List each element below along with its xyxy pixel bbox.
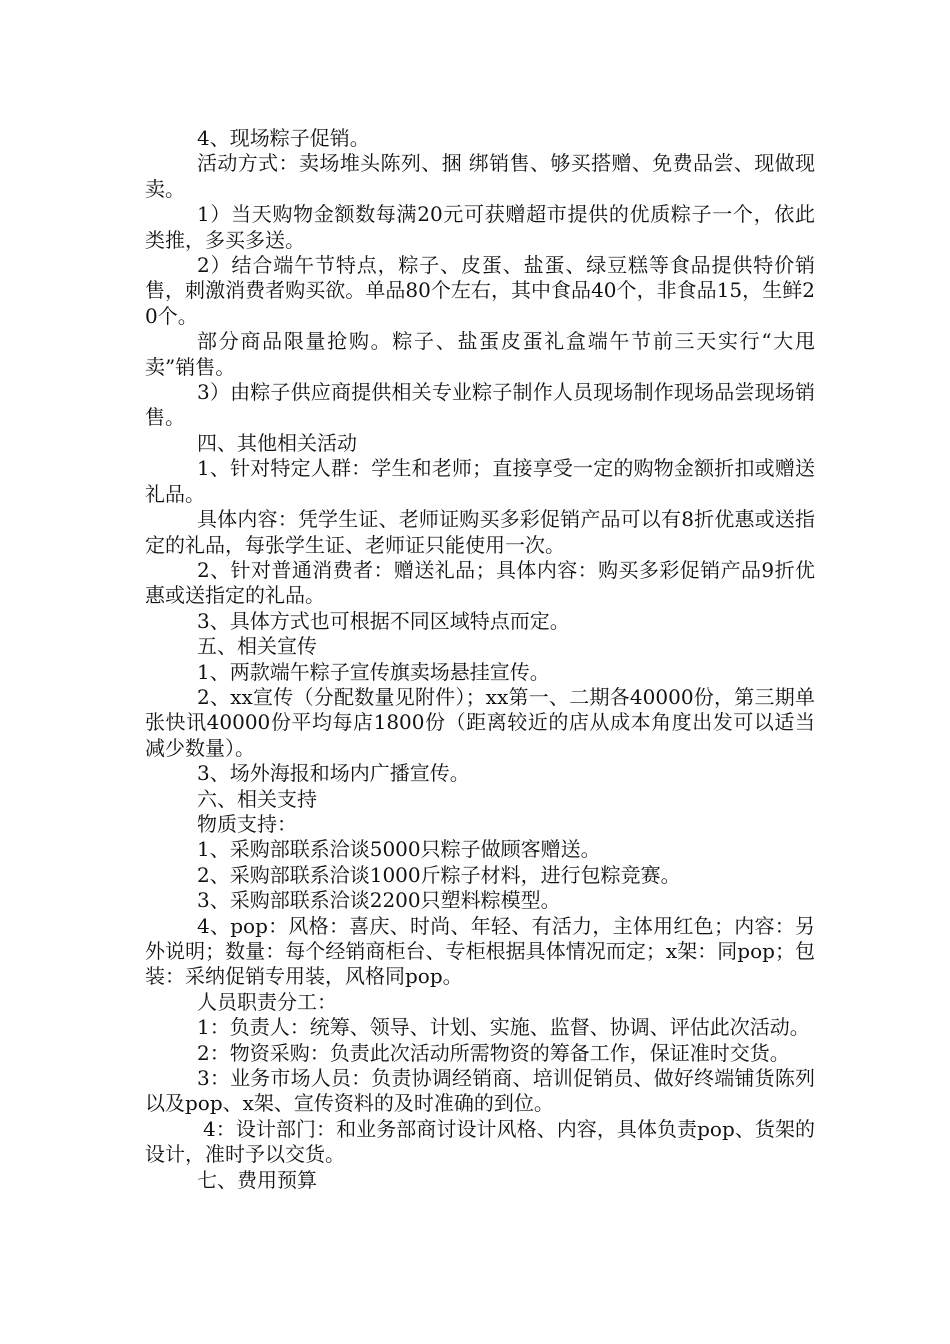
paragraph-poster-broadcast: 3、场外海报和场内广播宣传。 bbox=[197, 761, 470, 786]
paragraph-duty-design: 4：设计部门：和业务部商讨设计风格、内容，具体负责pop、货架的设计，准时予以交货。 bbox=[145, 1116, 815, 1167]
paragraph-zongzi-promo-heading: 4、现场粽子促销。 bbox=[197, 126, 370, 150]
paragraph-activity-method: 活动方式：卖场堆头陈列、捆 绑销售、够买搭赠、免费品尝、现做现卖。 bbox=[145, 151, 815, 201]
paragraph-material-support-heading: 物质支持： bbox=[197, 811, 297, 836]
paragraph-duty-procurement: 2：物资采购：负责此次活动所需物资的筹备工作，保证准时交货。 bbox=[197, 1040, 790, 1065]
paragraph-purchase-models: 3、采购部联系洽谈2200只塑料粽模型。 bbox=[197, 888, 561, 913]
paragraph-regional-method: 3、具体方式也可根据不同区域特点而定。 bbox=[197, 608, 570, 633]
document-body bbox=[145, 126, 815, 1193]
paragraph-duty-leader: 1：负责人：统筹、领导、计划、实施、监督、协调、评估此次活动。 bbox=[197, 1015, 810, 1040]
paragraph-target-group: 1、针对特定人群：学生和老师；直接享受一定的购物金额折扣或赠送礼品。 bbox=[145, 456, 815, 506]
paragraph-purchase-materials: 2、采购部联系洽谈1000斤粽子材料，进行包粽竞赛。 bbox=[197, 862, 681, 887]
paragraph-duty-marketing: 3：业务市场人员：负责协调经销商、培训促销员、做好终端铺货陈列以及pop、x架、宣传资料的及时准确的到位。 bbox=[145, 1066, 815, 1116]
paragraph-banner-publicity: 1、两款端午粽子宣传旗卖场悬挂宣传。 bbox=[197, 659, 550, 684]
section-heading-publicity: 五、相关宣传 bbox=[197, 634, 317, 659]
paragraph-special-price: 2）结合端午节特点，粽子、皮蛋、盐蛋、绿豆糕等食品提供特价销售，刺激消费者购买欲。单品80个左右，其中食品40个，非食品15，生鲜20个。 bbox=[145, 253, 815, 328]
paragraph-purchase-zongzi-gift: 1、采购部联系洽谈5000只粽子做顾客赠送。 bbox=[197, 837, 601, 862]
section-heading-other-activities: 四、其他相关活动 bbox=[197, 430, 357, 455]
paragraph-student-teacher-details: 具体内容：凭学生证、老师证购买多彩促销产品可以有8折优惠或送指定的礼品，每张学生证、老师证只能使用一次。 bbox=[145, 507, 815, 557]
paragraph-pop-details: 4、pop：风格：喜庆、时尚、年轻、有活力，主体用红色；内容：另外说明；数量：每个经销商柜台、专柜根据具体情况而定；x架：同pop；包装：采纳促销专用装，风格同pop。 bbox=[145, 913, 815, 989]
paragraph-limited-sale: 部分商品限量抢购。粽子、盐蛋皮蛋礼盒端午节前三天实行“大甩卖”销售。 bbox=[145, 329, 815, 379]
paragraph-purchase-gift: 1）当天购物金额数每满20元可获赠超市提供的优质粽子一个，依此类推，多买多送。 bbox=[145, 202, 815, 252]
paragraph-staff-duties-heading: 人员职责分工： bbox=[197, 989, 337, 1014]
section-heading-budget: 七、费用预算 bbox=[197, 1167, 317, 1192]
section-heading-support: 六、相关支持 bbox=[197, 786, 317, 811]
paragraph-general-consumers: 2、针对普通消费者：赠送礼品；具体内容：购买多彩促销产品9折优惠或送指定的礼品。 bbox=[145, 557, 815, 608]
paragraph-onsite-making: 3）由粽子供应商提供相关专业粽子制作人员现场制作现场品尝现场销售。 bbox=[145, 380, 815, 430]
paragraph-flyer-publicity: 2、xx宣传（分配数量见附件）；xx第一、二期各40000份，第三期单张快讯40000份平均每店1800份（距离较近的店从成本角度出发可以适当减少数量）。 bbox=[145, 684, 815, 760]
